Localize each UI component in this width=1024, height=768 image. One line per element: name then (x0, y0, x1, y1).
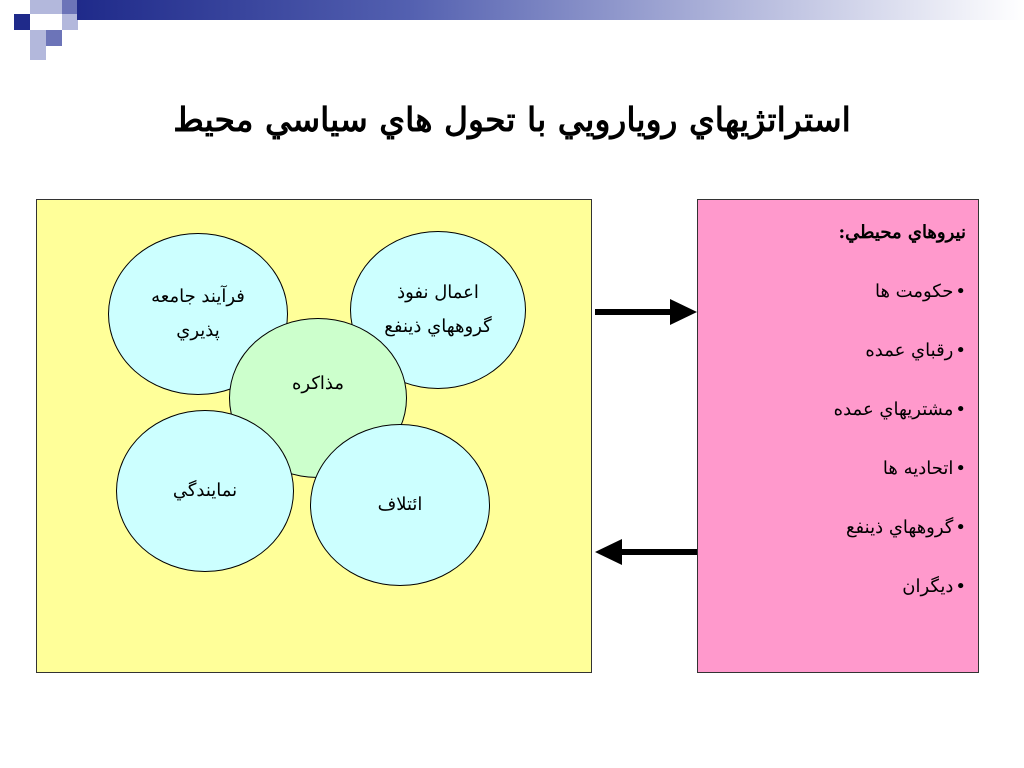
forces-item-label: ديگران (902, 576, 954, 597)
forces-heading: نيروهاي محيطي: (838, 222, 966, 243)
list-item (834, 457, 966, 516)
forces-item-label: گروههاي ذينفع (845, 517, 954, 538)
list-item (834, 575, 966, 634)
list-item (834, 339, 966, 398)
list-item (834, 398, 966, 457)
bullet-icon: • (955, 399, 966, 420)
list-item (834, 516, 966, 575)
circle-coalition-label: ائتلاف (377, 494, 423, 515)
forces-item-label: حكومت ها (874, 281, 954, 302)
bullet-icon: • (955, 340, 966, 361)
circle-negotiation-label: مذاكره (291, 373, 345, 394)
arrow-left-icon (595, 539, 697, 565)
bullet-icon: • (955, 458, 966, 479)
circle-influence-label: اعمال نفوذ گروههاي ذينفع (384, 282, 492, 337)
arrow-right-icon (595, 299, 697, 325)
circle-representation-label: نمايندگي (172, 480, 238, 501)
bullet-icon: • (955, 517, 966, 538)
environmental-forces-box (697, 199, 979, 673)
forces-item-label: اتحاديه ها (882, 458, 954, 479)
list-item (834, 280, 966, 339)
forces-list (834, 280, 966, 634)
bullet-icon: • (955, 576, 966, 597)
slide-title: استراتژيهاي رويارويي با تحول هاي سياسي محيط (173, 100, 851, 139)
bullet-icon: • (955, 281, 966, 302)
forces-item-label: مشتريهاي عمده (833, 399, 954, 420)
circle-socialization-label: فرآيند جامعه پذيري (151, 286, 245, 341)
forces-item-label: رقباي عمده (865, 340, 954, 361)
